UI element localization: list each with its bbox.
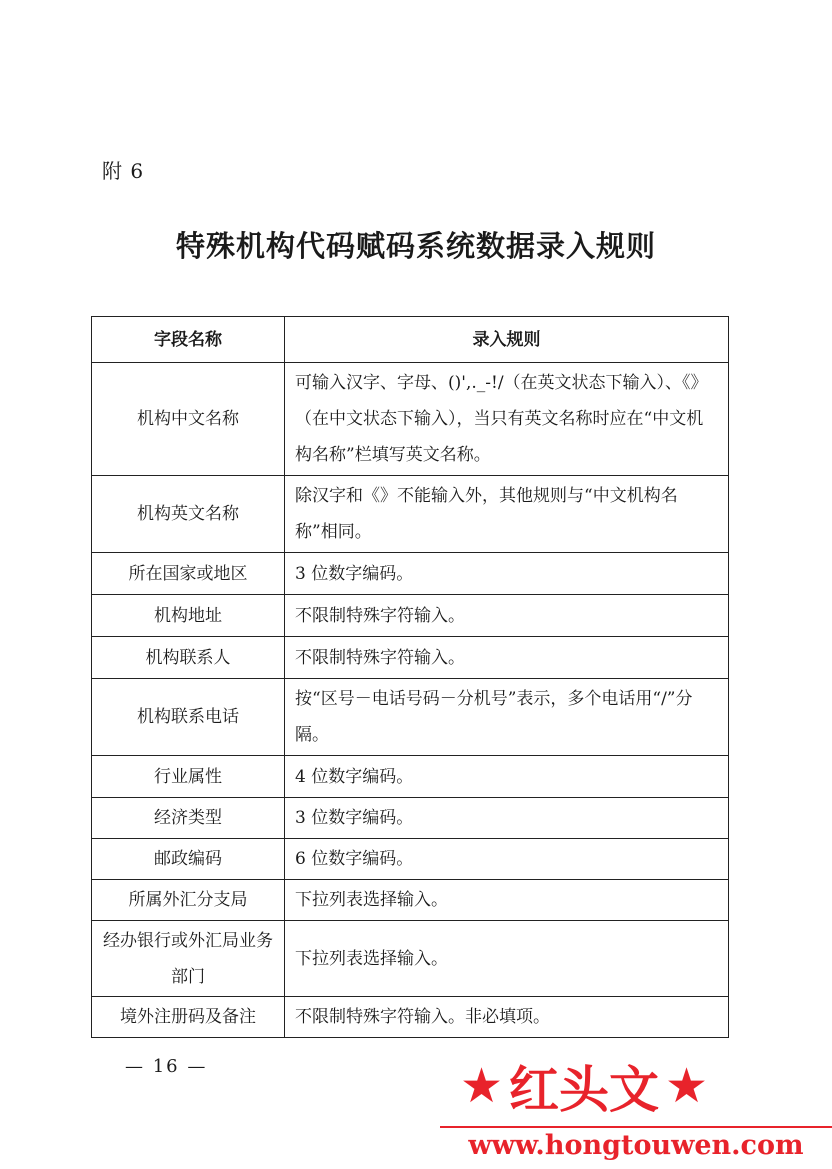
watermark-banner (460, 1050, 830, 1122)
table-row (92, 553, 729, 595)
field-rule: 4 位数字编码。 (285, 756, 729, 798)
field-rule: 不限制特殊字符输入。 (285, 595, 729, 637)
star-icon: ★ (460, 1058, 504, 1114)
field-name: 所属外汇分支局 (92, 880, 285, 921)
field-rule: 下拉列表选择输入。 (285, 921, 729, 997)
page-number: — 16 — (125, 1056, 208, 1077)
watermark-url: www.hongtouwen.com (468, 1130, 804, 1161)
field-name: 机构中文名称 (92, 363, 285, 476)
table-row (92, 839, 729, 880)
table-row (92, 798, 729, 839)
field-name: 机构英文名称 (92, 476, 285, 553)
field-rule: 3 位数字编码。 (285, 553, 729, 595)
table-header-row (92, 317, 729, 363)
field-rule: 不限制特殊字符输入。非必填项。 (285, 997, 729, 1038)
watermark-divider (440, 1126, 832, 1128)
watermark (440, 1050, 832, 1169)
field-rule: 下拉列表选择输入。 (285, 880, 729, 921)
table-row (92, 997, 729, 1038)
table-row (92, 921, 729, 997)
field-rule: 3 位数字编码。 (285, 798, 729, 839)
table-row (92, 756, 729, 798)
header-input-rule: 录入规则 (285, 317, 729, 363)
field-rule: 可输入汉字、字母、()',._-!/（在英文状态下输入）、《》（在中文状态下输入），当只有英文名称时应在“中文机构名称”栏填写英文名称。 (285, 363, 729, 476)
field-rule: 不限制特殊字符输入。 (285, 637, 729, 679)
table-row (92, 476, 729, 553)
field-name: 所在国家或地区 (92, 553, 285, 595)
field-name: 机构联系人 (92, 637, 285, 679)
field-name: 境外注册码及备注 (92, 997, 285, 1038)
field-name: 机构联系电话 (92, 679, 285, 756)
field-rule: 6 位数字编码。 (285, 839, 729, 880)
table-row (92, 595, 729, 637)
table-row (92, 363, 729, 476)
header-field-name: 字段名称 (92, 317, 285, 363)
field-rule: 按“区号－电话号码－分机号”表示，多个电话用“/”分隔。 (285, 679, 729, 756)
field-rule: 除汉字和《》不能输入外，其他规则与“中文机构名称”相同。 (285, 476, 729, 553)
annex-label: 附 6 (102, 159, 145, 183)
table-row (92, 880, 729, 921)
rules-table (91, 316, 729, 1038)
field-name: 经济类型 (92, 798, 285, 839)
field-name: 经办银行或外汇局业务部门 (92, 921, 285, 997)
star-icon: ★ (665, 1058, 709, 1114)
field-name: 邮政编码 (92, 839, 285, 880)
watermark-text: 红头文 (509, 1061, 660, 1119)
table-row (92, 679, 729, 756)
field-name: 行业属性 (92, 756, 285, 798)
field-name: 机构地址 (92, 595, 285, 637)
document-title: 特殊机构代码赋码系统数据录入规则 (175, 229, 656, 263)
table-row (92, 637, 729, 679)
